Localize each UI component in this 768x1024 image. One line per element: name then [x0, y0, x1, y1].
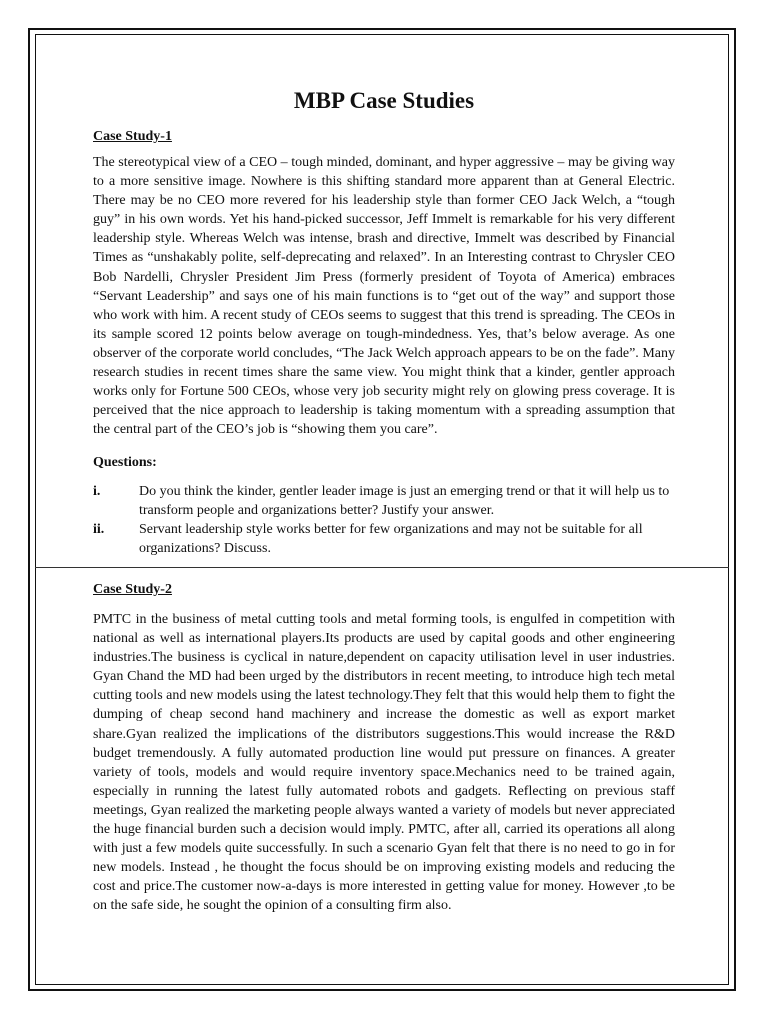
questions-heading: Questions: — [93, 455, 157, 470]
case-study-2-body: PMTC in the business of metal cutting tools and metal forming tools, is engulfed in competition with national as well as international players.Its products are used by capital goods and other engineering industries.The business is cyclical in nature,dependent on capacity utilisation level in user industries. Gyan Chand the MD had been urged by the distributors in recent meeting, to introduce high tech metal cutting tools and new models using the latest technology.They felt that this would help them to fight the dumping of cheap second hand machinery and increase the domestic as well as export market share.Gyan realized the implications of the distributors suggestions.This would increase the R&D budget tremendously. A fully automated production line would put pressure on finances. A greater variety of tools, models and would require inventory space.Mechanics need to be trained again, especially in running the latest fully automated robots and gadgets. Reflecting on previous staff meetings, Gyan realized the marketing people always wanted a variety of models but never appreciated the huge financial burden such a decision would imply. PMTC, after all, carried its operations all along with just a few models quite successfully. In such a scenario Gyan felt that there is no need to go in for new models. Instead , he thought the focus should be on improving existing models and reducing the cost and price.The customer now-a-days is more interested in getting value for money. However ,to be on the safe side, he sought the opinion of a consulting firm also. — [93, 612, 675, 914]
question-text: Servant leadership style works better for few organizations and may not be suitable for all organizations? Discuss. — [139, 522, 643, 557]
question-item — [93, 520, 675, 558]
section-divider — [35, 567, 729, 568]
case-study-2-heading: Case Study-2 — [93, 582, 172, 597]
question-item — [93, 482, 675, 520]
case-study-1-body: The stereotypical view of a CEO – tough minded, dominant, and hyper aggressive – may be giving way to a more sensitive image. Nowhere is this shifting standard more apparent than at General Electric. There may be no CEO more revered for his leadership style than former CEO Jack Welch, a “tough guy” in his own words. Yet his hand-picked successor, Jeff Immelt is remarkable for his very different leadership style. Whereas Welch was intense, brash and directive, Immelt was described by Financial Times as “unshakably polite, self-deprecating and relaxed”. In an Interesting contrast to Chrysler CEO Bob Nardelli, Chrysler President Jim Press (formerly president of Toyota of America) embraces “Servant Leadership” and says one of his main functions is to “get out of the way” and support those who work with him. A recent study of CEOs seems to suggest that this trend is spreading. The CEOs in its sample scored 12 points below average on tough-mindedness. Yes, that’s below average. As one observer of the corporate world concludes, “The Jack Welch approach appears to be on the fade”. Many research studies in recent times share the same view. You might think that a kinder, gentler approach works only for Fortune 500 CEOs, whose very job security might rely on glowing press coverage. It is perceived that the nice approach to leadership is taking momentum with a spreading assumption that the central part of the CEO’s job is “showing them you care”. — [93, 155, 675, 438]
question-marker: i. — [93, 484, 101, 499]
question-text: Do you think the kinder, gentler leader image is just an emerging trend or that it will help us to transform people and organizations better? Justify your answer. — [139, 484, 670, 519]
question-marker: ii. — [93, 522, 105, 538]
questions-list — [93, 482, 675, 558]
case-study-1-heading: Case Study-1 — [93, 129, 172, 144]
page-title: MBP Case Studies — [293, 88, 475, 113]
